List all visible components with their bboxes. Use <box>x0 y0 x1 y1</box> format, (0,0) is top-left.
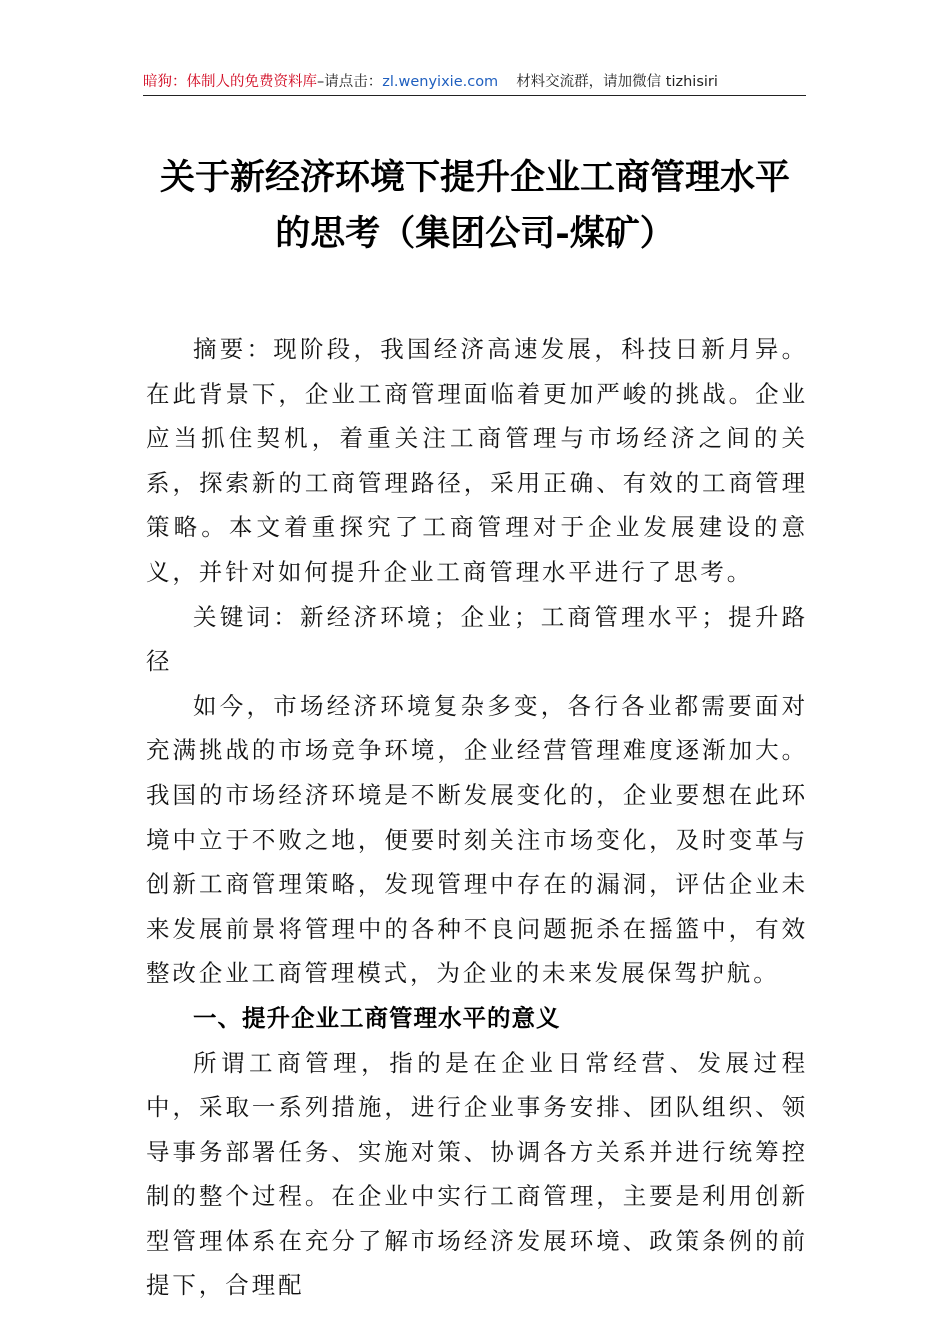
page-header <box>143 68 806 96</box>
header-brand: 暗狗：体制人的免费资料库 <box>143 74 317 90</box>
document-body <box>146 327 808 1308</box>
header-contact: 材料交流群，请加微信 tizhisiri <box>516 74 718 90</box>
header-link-prefix: –请点击： <box>317 74 383 90</box>
title-line-2: 的思考（集团公司-煤矿） <box>275 213 675 254</box>
section-heading-1: 一、提升企业工商管理水平的意义 <box>193 1003 561 1032</box>
section-1-paragraph: 所谓工商管理，指的是在企业日常经营、发展过程中，采取一系列措施，进行企业事务安排、团队组织、领导事务部署任务、实施对策、协调各方关系并进行统筹控制的整个过程。在企业中实行工商管理，主要是利用创新型管理体系在充分了解市场经济发展环境、政策条例的前提下，合理配 <box>146 1048 808 1300</box>
header-divider <box>143 95 806 96</box>
title-line-1: 关于新经济环境下提升企业工商管理水平 <box>159 157 790 198</box>
header-link-url[interactable]: zl.wenyixie.com <box>382 74 499 90</box>
intro-paragraph: 如今，市场经济环境复杂多变，各行各业都需要面对充满挑战的市场竞争环境，企业经营管理难度逐渐加大。我国的市场经济环境是不断发展变化的，企业要想在此环境中立于不败之地，便要时刻关注市场变化，及时变革与创新工商管理策略，发现管理中存在的漏洞，评估企业未来发展前景将管理中的各种不良问题扼杀在摇篮中，有效整改企业工商管理模式，为企业的未来发展保驾护航。 <box>146 691 808 988</box>
abstract-paragraph: 摘要：现阶段，我国经济高速发展，科技日新月异。在此背景下，企业工商管理面临着更加严峻的挑战。企业应当抓住契机，着重关注工商管理与市场经济之间的关系，探索新的工商管理路径，采用正确、有效的工商管理策略。本文着重探究了工商管理对于企业发展建设的意义，并针对如何提升企业工商管理水平进行了思考。 <box>146 335 808 586</box>
document-title <box>100 150 850 262</box>
keywords-paragraph: 关键词：新经济环境；企业；工商管理水平；提升路径 <box>146 602 808 676</box>
